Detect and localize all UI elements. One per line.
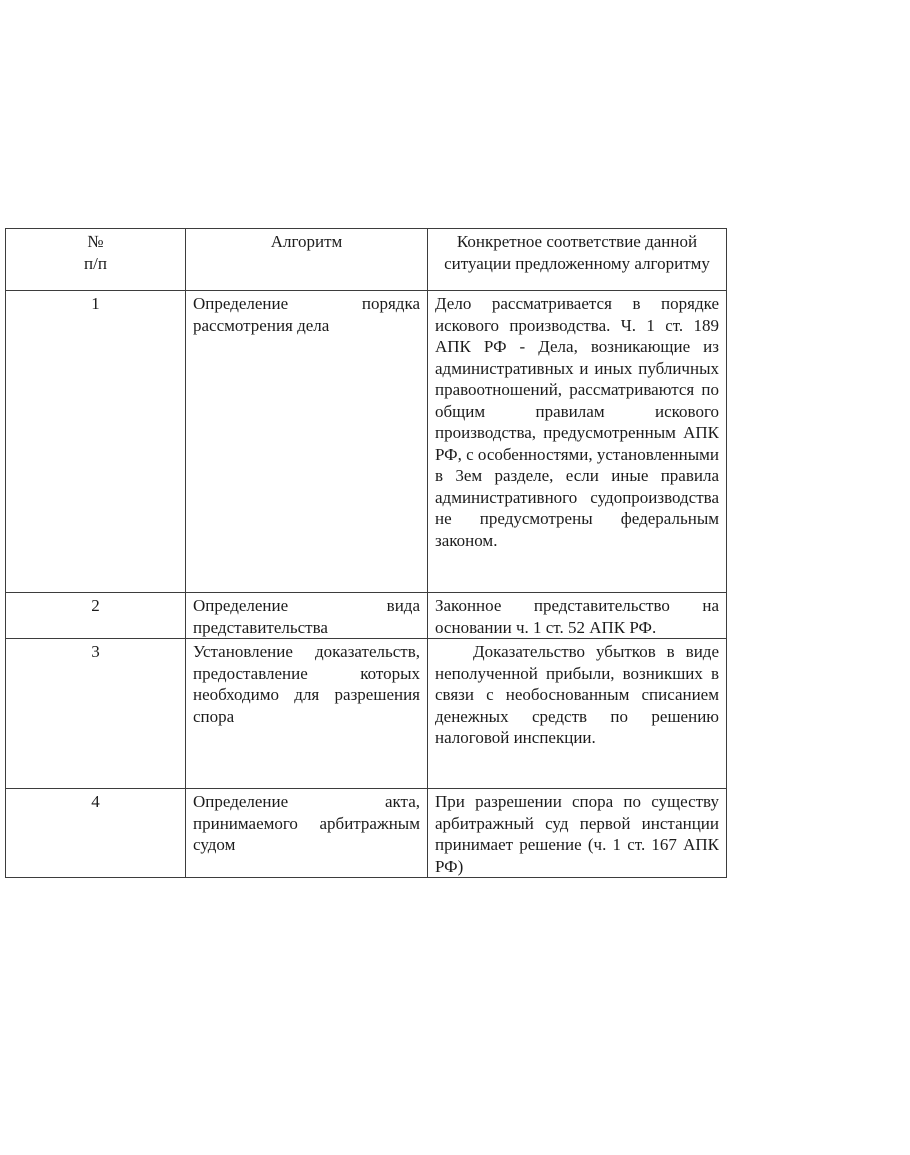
header-number-label: п/п [84, 253, 107, 273]
algorithm-table [5, 228, 727, 878]
algorithm-cell: Определение вида представительства [186, 593, 428, 639]
match-cell: Доказательство убытков в виде неполученной прибыли, возникших в связи с необоснованным списанием денежных средств по решению налоговой инспекции. [428, 639, 727, 789]
match-cell: При разрешении спора по существу арбитражный суд первой инстанции принимает решение (ч. 1 ст. 167 АПК РФ) [428, 789, 727, 878]
table-header-row [6, 229, 727, 291]
row-number-cell: 1 [6, 291, 186, 593]
row-number-cell: 2 [6, 593, 186, 639]
table-row [6, 639, 727, 789]
algorithm-cell: Установление доказательств, предоставление которых необходимо для разрешения спора [186, 639, 428, 789]
table-row [6, 291, 727, 593]
header-number-symbol: № [87, 232, 104, 251]
table-row [6, 789, 727, 878]
match-cell: Дело рассматривается в порядке искового производства. Ч. 1 ст. 189 АПК РФ - Дела, возникающие из административных и иных публичных правоотношений, рассматриваются по общим правилам искового производства, предусмотренным АПК РФ, с особенностями, установленными в 3ем разделе, если иные правила административного судопроизводства не предусмотрены федеральным законом. [428, 291, 727, 593]
algorithm-cell: Определение акта, принимаемого арбитражным судом [186, 789, 428, 878]
algorithm-cell: Определение порядка рассмотрения дела [186, 291, 428, 593]
header-cell-algorithm: Алгоритм [186, 229, 428, 291]
header-cell-number [6, 229, 186, 291]
row-number-cell: 4 [6, 789, 186, 878]
row-number-cell: 3 [6, 639, 186, 789]
table-row [6, 593, 727, 639]
header-cell-match: Конкретное соответствие данной ситуации предложенному алгоритму [428, 229, 727, 291]
match-cell: Законное представительство на основании ч. 1 ст. 52 АПК РФ. [428, 593, 727, 639]
